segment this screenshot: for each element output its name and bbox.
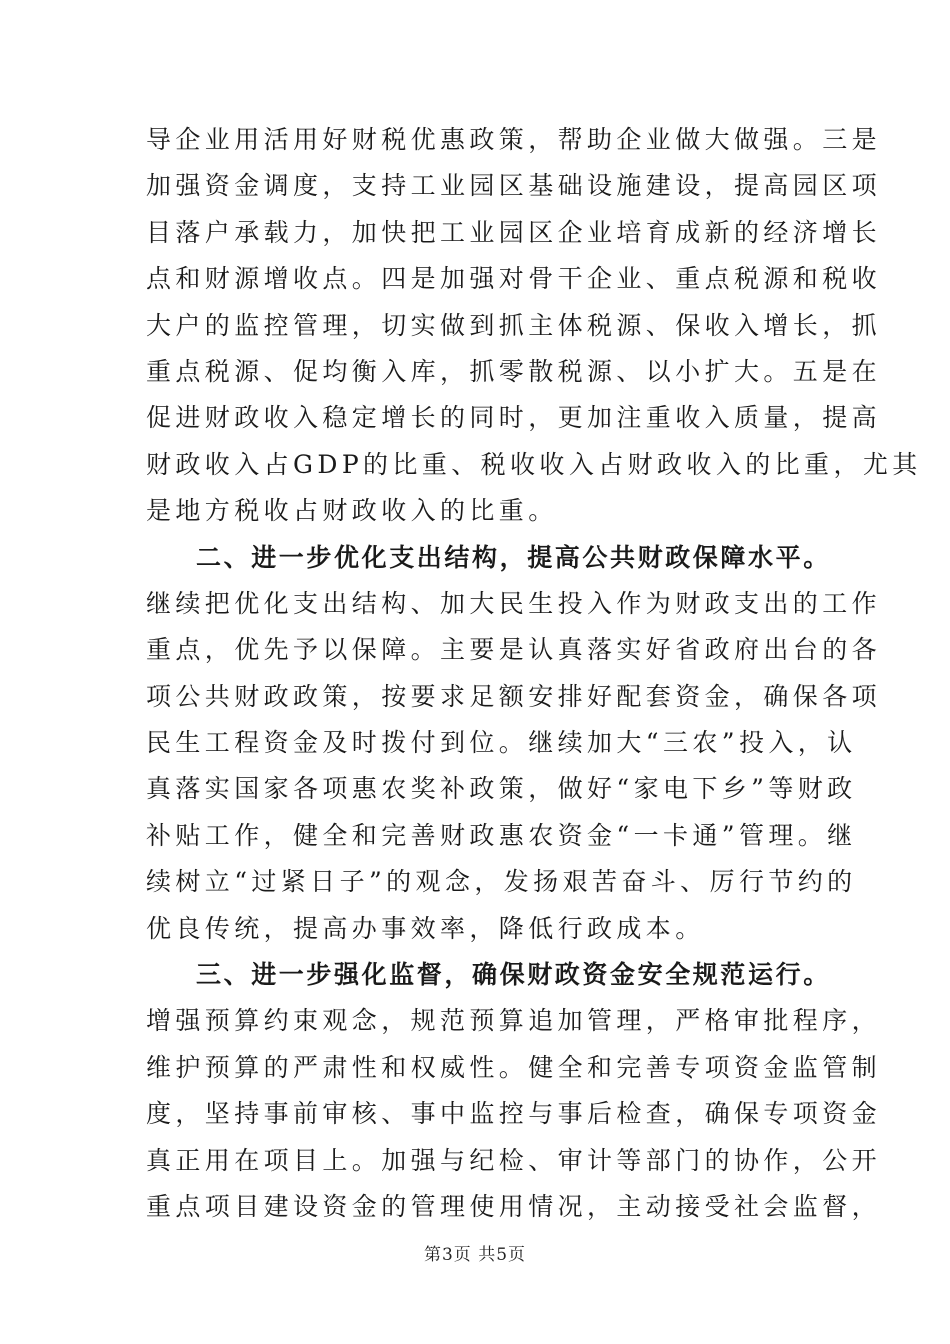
body-line: 目落户承载力，加快把工业园区企业培育成新的经济增长 [146,217,882,247]
body-line: 增强预算约束观念，规范预算追加管理，严格审批程序， [146,1006,882,1036]
body-line: 度，坚持事前审核、事中监控与事后检查，确保专项资金 [146,1099,882,1129]
body-line: 导企业用活用好财税优惠政策，帮助企业做大做强。三是 [146,125,882,154]
body-line: 继续把优化支出结构、加大民生投入作为财政支出的工作 [146,588,882,618]
body-line: 重点税源、促均衡入库，抓零散税源、以小扩大。五是在 [146,356,882,386]
document-body [146,117,922,1230]
body-line: 补贴工作，健全和完善财政惠农资金“一卡通”管理。继 [146,820,857,850]
body-line: 维护预算的严肃性和权威性。健全和完善专项资金监管制 [146,1052,882,1082]
section-heading-3: 三、进一步强化监督，确保财政资金安全规范运行。 [196,960,831,990]
body-line: 财政收入占GDP的比重、税收收入占财政收入的比重，尤其 [146,449,922,479]
body-line: 加强资金调度，支持工业园区基础设施建设，提高园区项 [146,171,882,201]
body-line: 项公共财政政策，按要求足额安排好配套资金，确保各项 [146,681,882,711]
body-line: 大户的监控管理，切实做到抓主体税源、保收入增长，抓 [146,310,882,340]
body-line: 民生工程资金及时拨付到位。继续加大“三农”投入，认 [146,728,857,758]
body-line: 重点项目建设资金的管理使用情况，主动接受社会监督， [146,1191,882,1221]
body-line: 促进财政收入稳定增长的同时，更加注重收入质量，提高 [146,403,882,433]
body-line: 真正用在项目上。加强与纪检、审计等部门的协作，公开 [146,1145,882,1175]
body-line: 续树立“过紧日子”的观念，发扬艰苦奋斗、厉行节约的 [146,867,857,897]
body-line: 重点，优先予以保障。主要是认真落实好省政府出台的各 [146,635,882,665]
body-line: 点和财源增收点。四是加强对骨干企业、重点税源和税收 [146,264,882,294]
body-line: 是地方税收占财政收入的比重。 [146,496,558,526]
body-line: 真落实国家各项惠农奖补政策，做好“家电下乡”等财政 [146,774,857,804]
body-line: 优良传统，提高办事效率，降低行政成本。 [146,913,705,943]
page-number-footer: 第3页 共5页 [423,1245,527,1265]
section-heading-2: 二、进一步优化支出结构，提高公共财政保障水平。 [196,542,831,572]
